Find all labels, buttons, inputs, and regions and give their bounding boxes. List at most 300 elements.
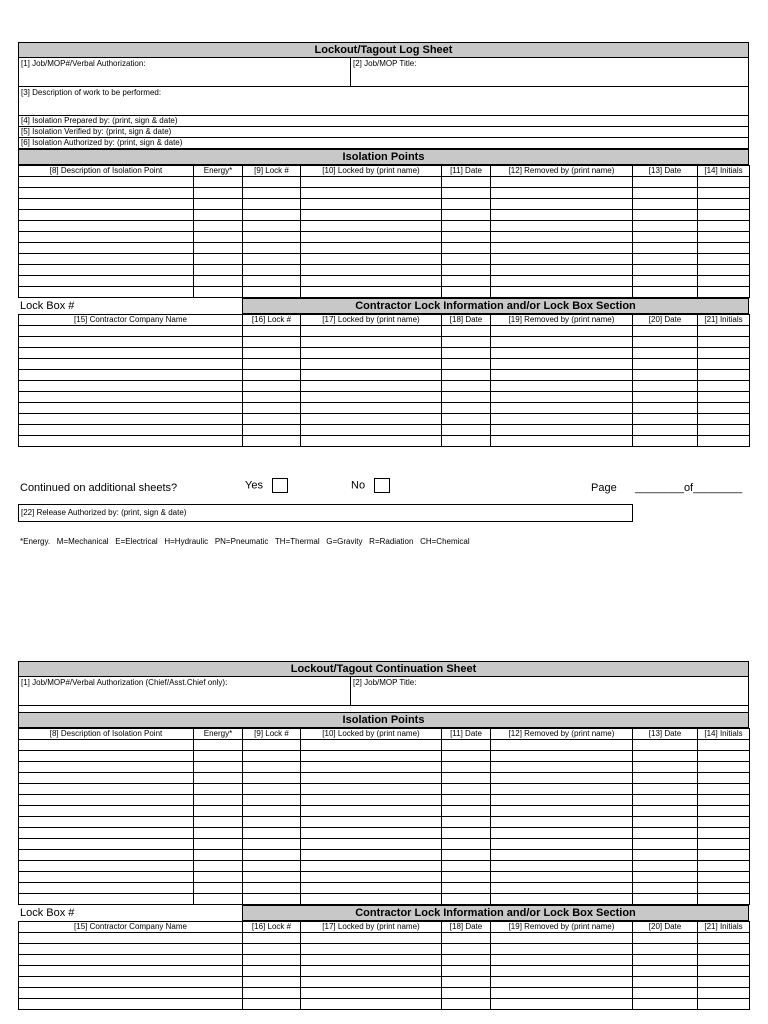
table-cell[interactable] xyxy=(243,370,301,381)
table-cell[interactable] xyxy=(698,199,750,210)
table-cell[interactable] xyxy=(442,988,491,999)
table-cell[interactable] xyxy=(491,955,633,966)
table-cell[interactable] xyxy=(491,243,633,254)
table-cell[interactable] xyxy=(19,221,194,232)
table-cell[interactable] xyxy=(243,265,301,276)
table-cell[interactable] xyxy=(301,784,442,795)
table-cell[interactable] xyxy=(491,348,633,359)
table-cell[interactable] xyxy=(301,210,442,221)
table-cell[interactable] xyxy=(633,966,698,977)
table-cell[interactable] xyxy=(491,265,633,276)
table-cell[interactable] xyxy=(698,828,750,839)
table-cell[interactable] xyxy=(194,850,243,861)
table-cell[interactable] xyxy=(19,199,194,210)
table-cell[interactable] xyxy=(19,762,194,773)
table-cell[interactable] xyxy=(301,773,442,784)
table-cell[interactable] xyxy=(194,784,243,795)
isolation-prepared-field[interactable]: [4] Isolation Prepared by: (print, sign & date) xyxy=(21,116,178,125)
table-cell[interactable] xyxy=(19,806,194,817)
table-cell[interactable] xyxy=(633,265,698,276)
job-title-field[interactable]: [2] Job/MOP Title: xyxy=(350,58,748,86)
table-cell[interactable] xyxy=(301,436,442,447)
table-cell[interactable] xyxy=(194,773,243,784)
table-cell[interactable] xyxy=(243,243,301,254)
table-cell[interactable] xyxy=(633,883,698,894)
table-cell[interactable] xyxy=(19,784,194,795)
release-authorized-field[interactable]: [22] Release Authorized by: (print, sign & date) xyxy=(18,504,633,522)
table-cell[interactable] xyxy=(698,348,750,359)
table-cell[interactable] xyxy=(194,806,243,817)
table-cell[interactable] xyxy=(194,232,243,243)
table-cell[interactable] xyxy=(243,254,301,265)
work-description-field[interactable]: [3] Description of work to be performed: xyxy=(21,88,162,97)
job-mop-field[interactable]: [1] Job/MOP#/Verbal Authorization (Chief/Asst.Chief only): xyxy=(21,678,228,687)
table-cell[interactable] xyxy=(698,795,750,806)
table-cell[interactable] xyxy=(301,414,442,425)
table-cell[interactable] xyxy=(19,850,194,861)
no-checkbox[interactable] xyxy=(374,478,390,493)
table-cell[interactable] xyxy=(491,784,633,795)
table-cell[interactable] xyxy=(194,199,243,210)
table-cell[interactable] xyxy=(301,817,442,828)
table-cell[interactable] xyxy=(491,861,633,872)
table-cell[interactable] xyxy=(633,894,698,905)
table-cell[interactable] xyxy=(633,188,698,199)
table-cell[interactable] xyxy=(633,414,698,425)
table-cell[interactable] xyxy=(698,414,750,425)
table-cell[interactable] xyxy=(698,254,750,265)
table-cell[interactable] xyxy=(633,221,698,232)
table-cell[interactable] xyxy=(243,872,301,883)
table-cell[interactable] xyxy=(243,199,301,210)
table-cell[interactable] xyxy=(301,265,442,276)
table-cell[interactable] xyxy=(301,221,442,232)
table-cell[interactable] xyxy=(491,436,633,447)
table-cell[interactable] xyxy=(243,839,301,850)
table-cell[interactable] xyxy=(698,850,750,861)
table-cell[interactable] xyxy=(442,381,491,392)
table-cell[interactable] xyxy=(442,872,491,883)
table-cell[interactable] xyxy=(442,894,491,905)
table-cell[interactable] xyxy=(491,326,633,337)
table-cell[interactable] xyxy=(19,403,243,414)
table-cell[interactable] xyxy=(442,265,491,276)
table-cell[interactable] xyxy=(19,436,243,447)
table-cell[interactable] xyxy=(698,784,750,795)
table-cell[interactable] xyxy=(19,337,243,348)
yes-checkbox[interactable] xyxy=(272,478,288,493)
table-cell[interactable] xyxy=(698,817,750,828)
table-cell[interactable] xyxy=(491,817,633,828)
table-cell[interactable] xyxy=(698,944,750,955)
table-cell[interactable] xyxy=(301,999,442,1010)
table-cell[interactable] xyxy=(633,403,698,414)
table-cell[interactable] xyxy=(194,817,243,828)
table-cell[interactable] xyxy=(243,392,301,403)
table-cell[interactable] xyxy=(698,177,750,188)
table-cell[interactable] xyxy=(698,955,750,966)
table-cell[interactable] xyxy=(194,795,243,806)
table-cell[interactable] xyxy=(442,370,491,381)
table-cell[interactable] xyxy=(243,425,301,436)
table-cell[interactable] xyxy=(19,773,194,784)
table-cell[interactable] xyxy=(491,392,633,403)
table-cell[interactable] xyxy=(633,177,698,188)
table-cell[interactable] xyxy=(698,188,750,199)
table-cell[interactable] xyxy=(698,933,750,944)
table-cell[interactable] xyxy=(301,254,442,265)
table-cell[interactable] xyxy=(19,839,194,850)
table-cell[interactable] xyxy=(442,210,491,221)
table-cell[interactable] xyxy=(19,988,243,999)
table-cell[interactable] xyxy=(442,232,491,243)
table-cell[interactable] xyxy=(698,276,750,287)
table-cell[interactable] xyxy=(243,850,301,861)
table-cell[interactable] xyxy=(442,999,491,1010)
table-cell[interactable] xyxy=(633,381,698,392)
table-cell[interactable] xyxy=(301,370,442,381)
table-cell[interactable] xyxy=(698,883,750,894)
table-cell[interactable] xyxy=(243,762,301,773)
table-cell[interactable] xyxy=(491,933,633,944)
table-cell[interactable] xyxy=(491,199,633,210)
table-cell[interactable] xyxy=(442,177,491,188)
table-cell[interactable] xyxy=(19,872,194,883)
table-cell[interactable] xyxy=(243,988,301,999)
table-cell[interactable] xyxy=(194,828,243,839)
table-cell[interactable] xyxy=(698,381,750,392)
table-cell[interactable] xyxy=(491,894,633,905)
table-cell[interactable] xyxy=(491,337,633,348)
table-cell[interactable] xyxy=(19,254,194,265)
table-cell[interactable] xyxy=(633,933,698,944)
table-cell[interactable] xyxy=(301,966,442,977)
table-cell[interactable] xyxy=(491,839,633,850)
table-cell[interactable] xyxy=(19,828,194,839)
table-cell[interactable] xyxy=(301,883,442,894)
table-cell[interactable] xyxy=(243,403,301,414)
table-cell[interactable] xyxy=(301,326,442,337)
table-cell[interactable] xyxy=(19,326,243,337)
table-cell[interactable] xyxy=(491,221,633,232)
table-cell[interactable] xyxy=(243,944,301,955)
table-cell[interactable] xyxy=(19,348,243,359)
table-cell[interactable] xyxy=(491,872,633,883)
table-cell[interactable] xyxy=(19,210,194,221)
table-cell[interactable] xyxy=(194,188,243,199)
table-cell[interactable] xyxy=(698,773,750,784)
table-cell[interactable] xyxy=(194,751,243,762)
table-cell[interactable] xyxy=(243,276,301,287)
table-cell[interactable] xyxy=(194,210,243,221)
table-cell[interactable] xyxy=(19,265,194,276)
table-cell[interactable] xyxy=(698,988,750,999)
table-cell[interactable] xyxy=(633,795,698,806)
isolation-authorized-field[interactable]: [6] Isolation Authorized by: (print, sign & date) xyxy=(21,138,183,147)
table-cell[interactable] xyxy=(698,221,750,232)
table-cell[interactable] xyxy=(633,392,698,403)
table-cell[interactable] xyxy=(19,232,194,243)
table-cell[interactable] xyxy=(442,392,491,403)
table-cell[interactable] xyxy=(19,359,243,370)
table-cell[interactable] xyxy=(698,894,750,905)
table-cell[interactable] xyxy=(243,414,301,425)
table-cell[interactable] xyxy=(633,850,698,861)
isolation-verified-field[interactable]: [5] Isolation Verified by: (print, sign & date) xyxy=(21,127,172,136)
table-cell[interactable] xyxy=(301,872,442,883)
table-cell[interactable] xyxy=(491,773,633,784)
table-cell[interactable] xyxy=(243,977,301,988)
table-cell[interactable] xyxy=(243,784,301,795)
table-cell[interactable] xyxy=(19,861,194,872)
table-cell[interactable] xyxy=(194,872,243,883)
table-cell[interactable] xyxy=(633,988,698,999)
table-cell[interactable] xyxy=(698,359,750,370)
table-cell[interactable] xyxy=(301,762,442,773)
table-cell[interactable] xyxy=(194,243,243,254)
table-cell[interactable] xyxy=(442,337,491,348)
table-cell[interactable] xyxy=(19,955,243,966)
table-cell[interactable] xyxy=(243,337,301,348)
table-cell[interactable] xyxy=(633,828,698,839)
table-cell[interactable] xyxy=(491,403,633,414)
table-cell[interactable] xyxy=(243,999,301,1010)
table-cell[interactable] xyxy=(633,762,698,773)
table-cell[interactable] xyxy=(194,883,243,894)
table-cell[interactable] xyxy=(194,265,243,276)
table-cell[interactable] xyxy=(633,872,698,883)
table-cell[interactable] xyxy=(301,944,442,955)
table-cell[interactable] xyxy=(19,751,194,762)
table-cell[interactable] xyxy=(633,751,698,762)
table-cell[interactable] xyxy=(633,276,698,287)
table-cell[interactable] xyxy=(491,966,633,977)
table-cell[interactable] xyxy=(301,381,442,392)
table-cell[interactable] xyxy=(442,817,491,828)
table-cell[interactable] xyxy=(194,839,243,850)
table-cell[interactable] xyxy=(19,740,194,751)
table-cell[interactable] xyxy=(19,177,194,188)
table-cell[interactable] xyxy=(301,894,442,905)
table-cell[interactable] xyxy=(633,436,698,447)
table-cell[interactable] xyxy=(698,839,750,850)
table-cell[interactable] xyxy=(442,944,491,955)
table-cell[interactable] xyxy=(301,276,442,287)
table-cell[interactable] xyxy=(301,392,442,403)
table-cell[interactable] xyxy=(194,287,243,298)
table-cell[interactable] xyxy=(301,828,442,839)
table-cell[interactable] xyxy=(491,944,633,955)
table-cell[interactable] xyxy=(19,243,194,254)
table-cell[interactable] xyxy=(19,977,243,988)
table-cell[interactable] xyxy=(633,839,698,850)
table-cell[interactable] xyxy=(491,988,633,999)
table-cell[interactable] xyxy=(698,762,750,773)
table-cell[interactable] xyxy=(491,762,633,773)
table-cell[interactable] xyxy=(19,425,243,436)
table-cell[interactable] xyxy=(19,392,243,403)
table-cell[interactable] xyxy=(491,795,633,806)
table-cell[interactable] xyxy=(19,414,243,425)
table-cell[interactable] xyxy=(301,348,442,359)
table-cell[interactable] xyxy=(698,243,750,254)
table-cell[interactable] xyxy=(19,999,243,1010)
table-cell[interactable] xyxy=(698,403,750,414)
table-cell[interactable] xyxy=(19,933,243,944)
table-cell[interactable] xyxy=(442,403,491,414)
table-cell[interactable] xyxy=(243,751,301,762)
table-cell[interactable] xyxy=(19,944,243,955)
table-cell[interactable] xyxy=(491,381,633,392)
table-cell[interactable] xyxy=(442,839,491,850)
table-cell[interactable] xyxy=(633,199,698,210)
table-cell[interactable] xyxy=(491,177,633,188)
table-cell[interactable] xyxy=(442,850,491,861)
table-cell[interactable] xyxy=(243,326,301,337)
table-cell[interactable] xyxy=(194,861,243,872)
table-cell[interactable] xyxy=(442,795,491,806)
table-cell[interactable] xyxy=(301,188,442,199)
table-cell[interactable] xyxy=(698,740,750,751)
table-cell[interactable] xyxy=(633,955,698,966)
table-cell[interactable] xyxy=(491,287,633,298)
table-cell[interactable] xyxy=(301,795,442,806)
table-cell[interactable] xyxy=(442,243,491,254)
table-cell[interactable] xyxy=(301,287,442,298)
table-cell[interactable] xyxy=(243,795,301,806)
table-cell[interactable] xyxy=(442,751,491,762)
table-cell[interactable] xyxy=(698,326,750,337)
table-cell[interactable] xyxy=(442,221,491,232)
table-cell[interactable] xyxy=(243,933,301,944)
table-cell[interactable] xyxy=(442,436,491,447)
table-cell[interactable] xyxy=(442,883,491,894)
table-cell[interactable] xyxy=(633,348,698,359)
table-cell[interactable] xyxy=(698,999,750,1010)
table-cell[interactable] xyxy=(633,232,698,243)
table-cell[interactable] xyxy=(633,806,698,817)
table-cell[interactable] xyxy=(698,265,750,276)
table-cell[interactable] xyxy=(301,988,442,999)
table-cell[interactable] xyxy=(301,977,442,988)
table-cell[interactable] xyxy=(491,276,633,287)
table-cell[interactable] xyxy=(194,740,243,751)
table-cell[interactable] xyxy=(442,806,491,817)
table-cell[interactable] xyxy=(633,773,698,784)
table-cell[interactable] xyxy=(491,370,633,381)
table-cell[interactable] xyxy=(442,828,491,839)
table-cell[interactable] xyxy=(301,861,442,872)
table-cell[interactable] xyxy=(633,359,698,370)
table-cell[interactable] xyxy=(301,839,442,850)
table-cell[interactable] xyxy=(491,883,633,894)
table-cell[interactable] xyxy=(698,425,750,436)
table-cell[interactable] xyxy=(243,210,301,221)
table-cell[interactable] xyxy=(194,894,243,905)
table-cell[interactable] xyxy=(301,232,442,243)
table-cell[interactable] xyxy=(698,370,750,381)
table-cell[interactable] xyxy=(442,977,491,988)
table-cell[interactable] xyxy=(19,894,194,905)
table-cell[interactable] xyxy=(633,210,698,221)
table-cell[interactable] xyxy=(491,414,633,425)
table-cell[interactable] xyxy=(633,337,698,348)
table-cell[interactable] xyxy=(633,243,698,254)
table-cell[interactable] xyxy=(19,370,243,381)
table-cell[interactable] xyxy=(698,872,750,883)
table-cell[interactable] xyxy=(698,751,750,762)
table-cell[interactable] xyxy=(442,762,491,773)
table-cell[interactable] xyxy=(491,740,633,751)
table-cell[interactable] xyxy=(633,999,698,1010)
table-cell[interactable] xyxy=(698,861,750,872)
page-of-field[interactable]: ________of________ xyxy=(635,482,743,494)
table-cell[interactable] xyxy=(698,436,750,447)
table-cell[interactable] xyxy=(194,177,243,188)
table-cell[interactable] xyxy=(442,188,491,199)
table-cell[interactable] xyxy=(301,177,442,188)
table-cell[interactable] xyxy=(491,751,633,762)
table-cell[interactable] xyxy=(698,210,750,221)
table-cell[interactable] xyxy=(491,188,633,199)
table-cell[interactable] xyxy=(633,861,698,872)
table-cell[interactable] xyxy=(491,210,633,221)
table-cell[interactable] xyxy=(442,326,491,337)
table-cell[interactable] xyxy=(491,359,633,370)
table-cell[interactable] xyxy=(698,966,750,977)
table-cell[interactable] xyxy=(19,966,243,977)
table-cell[interactable] xyxy=(301,850,442,861)
table-cell[interactable] xyxy=(243,773,301,784)
table-cell[interactable] xyxy=(633,287,698,298)
table-cell[interactable] xyxy=(698,287,750,298)
table-cell[interactable] xyxy=(243,221,301,232)
table-cell[interactable] xyxy=(301,359,442,370)
table-cell[interactable] xyxy=(491,425,633,436)
table-cell[interactable] xyxy=(301,751,442,762)
table-cell[interactable] xyxy=(243,436,301,447)
table-cell[interactable] xyxy=(194,276,243,287)
table-cell[interactable] xyxy=(633,977,698,988)
table-cell[interactable] xyxy=(442,784,491,795)
table-cell[interactable] xyxy=(243,966,301,977)
table-cell[interactable] xyxy=(633,740,698,751)
table-cell[interactable] xyxy=(301,806,442,817)
table-cell[interactable] xyxy=(633,425,698,436)
table-cell[interactable] xyxy=(698,337,750,348)
table-cell[interactable] xyxy=(491,999,633,1010)
table-cell[interactable] xyxy=(491,806,633,817)
table-cell[interactable] xyxy=(243,861,301,872)
table-cell[interactable] xyxy=(301,199,442,210)
table-cell[interactable] xyxy=(243,177,301,188)
table-cell[interactable] xyxy=(243,883,301,894)
table-cell[interactable] xyxy=(19,287,194,298)
table-cell[interactable] xyxy=(633,944,698,955)
table-cell[interactable] xyxy=(491,232,633,243)
table-cell[interactable] xyxy=(243,232,301,243)
table-cell[interactable] xyxy=(442,254,491,265)
table-cell[interactable] xyxy=(442,773,491,784)
table-cell[interactable] xyxy=(491,828,633,839)
table-cell[interactable] xyxy=(19,188,194,199)
table-cell[interactable] xyxy=(194,254,243,265)
table-cell[interactable] xyxy=(301,933,442,944)
table-cell[interactable] xyxy=(243,287,301,298)
job-mop-field[interactable]: [1] Job/MOP#/Verbal Authorization: xyxy=(21,59,146,68)
table-cell[interactable] xyxy=(442,425,491,436)
table-cell[interactable] xyxy=(243,359,301,370)
